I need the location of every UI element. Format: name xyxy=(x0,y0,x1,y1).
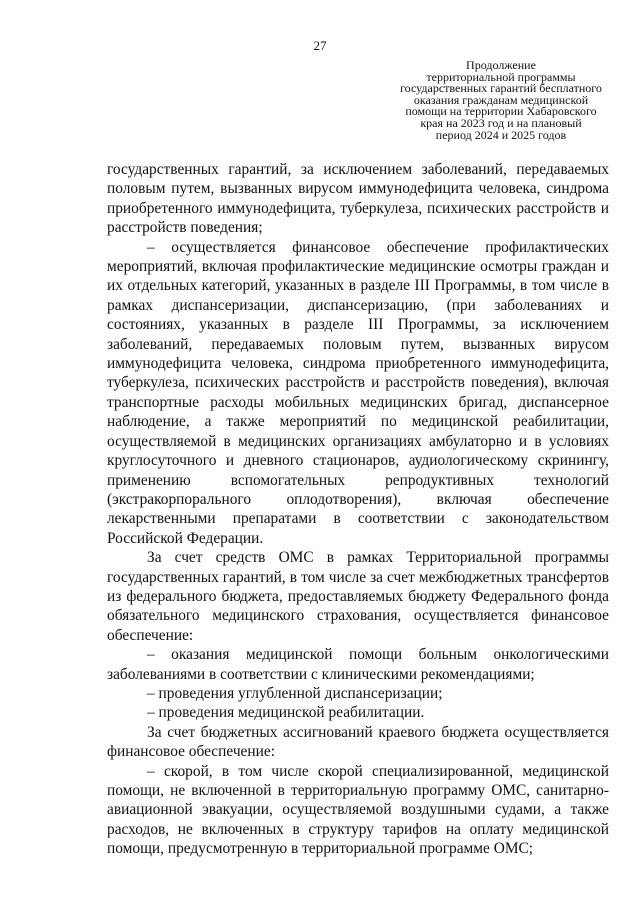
list-item-emergency-care: – скорой, в том числе скорой специализированной, медицинской помощи, не включенной в территориальную программу ОМС, санитарно-авиационной эвакуации, осуществляемой воздушными судами, а также расходов, не включенных в структуру тарифов на оплату медицинской помощи, предусмотренную в территориальной программе ОМС; xyxy=(107,762,609,858)
header-line: территориальной программы xyxy=(426,69,576,84)
list-item-dispensary: – проведения углубленной диспансеризации; xyxy=(147,684,443,702)
header-line: государственных гарантий бесплатного xyxy=(400,81,602,96)
header-line: оказания гражданам медицинской xyxy=(413,92,589,107)
paragraph-preventive-financing: – осуществляется финансовое обеспечение профилактических мероприятий, включая профилактические медицинские осмотры граждан и их отдельных категорий, указанных в разделе III Программы, в том числе в рамках диспансеризации, диспансеризацию, (при заболеваниях и состояниях, указанных в разделе III Программы, за исключением заболеваний, передаваемых половым путем, вызванных вирусом иммунодефицита человека, синдрома приобретенного иммунодефицита, туберкулеза, психических расстройств и расстройств поведения), включая транспортные расходы мобильных медицинских бригад, диспансерное наблюдение, а также мероприятий по медицинской реабилитации, осуществляемой в медицинских организациях амбулаторно и в условиях круглосуточного и дневного стационаров, аудиологическому скринингу, применению вспомогательных репродуктивных технологий (экстракорпорального оплодотворения), включая обеспечение лекарственными препаратами в соответствии с законодательством Российской Федерации. xyxy=(107,238,609,547)
paragraph-oms-financing: За счет средств ОМС в рамках Территориальной программы государственных гарантий, в том числе за счет межбюджетных трансфертов из федерального бюджета, предоставляемых бюджету Федерального фонда обязательного медицинского страхования, осуществляется финансовое обеспечение: xyxy=(107,549,609,644)
paragraph-regional-budget: За счет бюджетных ассигнований краевого бюджета осуществляется финансовое обеспечение: xyxy=(107,723,609,761)
header-line: помощи на территории Хабаровского xyxy=(405,104,597,119)
document-body xyxy=(107,160,609,859)
paragraph-continuation: государственных гарантий, за исключением заболеваний, передаваемых половым путем, вызванных вирусом иммунодефицита человека, синдрома приобретенного иммунодефицита, туберкулеза, психических расстройств и расстройств поведения; xyxy=(107,161,609,237)
page-number: 27 xyxy=(313,38,327,53)
list-item-oncology: – оказания медицинской помощи больным онкологическими заболеваниями в соответствии с клиническими рекомендациями; xyxy=(107,646,609,683)
header-line: период 2024 и 2025 годов xyxy=(435,127,567,142)
document-header-note xyxy=(372,60,630,141)
header-line: Продолжение xyxy=(466,58,536,72)
header-line: края на 2023 год и на плановый xyxy=(420,115,582,130)
list-item-rehabilitation: – проведения медицинской реабилитации. xyxy=(147,704,425,722)
